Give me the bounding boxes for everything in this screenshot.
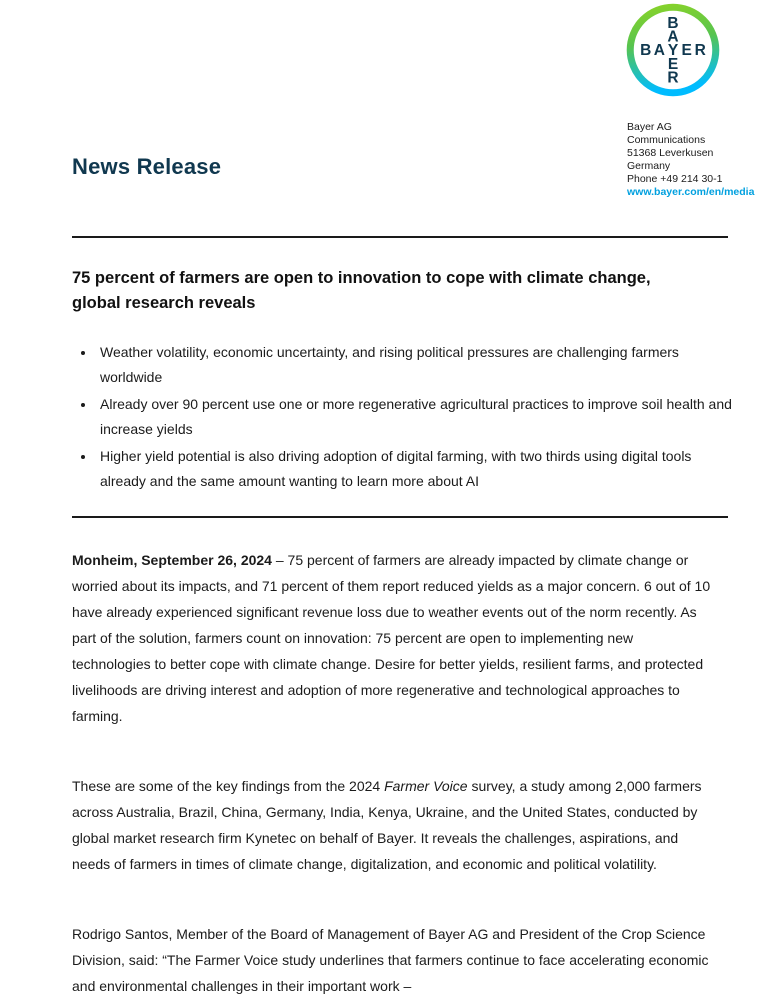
website-link[interactable]: www.bayer.com/en/media bbox=[627, 186, 755, 198]
paragraph-survey bbox=[72, 773, 714, 877]
contact-address-2: Germany bbox=[627, 160, 671, 172]
paragraph-2-text-before: These are some of the key findings from the 2024 bbox=[72, 778, 385, 794]
logo-letters bbox=[640, 15, 706, 87]
contact-address-1: 51368 Leverkusen bbox=[627, 147, 714, 159]
survey-name: Farmer Voice bbox=[384, 778, 468, 794]
paragraph-quote: Rodrigo Santos, Member of the Board of Management of Bayer AG and President of the Crop Science Division, said: “The Farmer Voice study underlines that farmers continue to face accelerating economic and environmental challenges in their important work – bbox=[72, 926, 709, 994]
divider-top bbox=[72, 236, 728, 238]
dateline: Monheim, September 26, 2024 bbox=[72, 552, 272, 568]
contact-block bbox=[627, 121, 754, 199]
contact-phone: Phone +49 214 30-1 bbox=[627, 173, 723, 185]
headline: 75 percent of farmers are open to innovation to cope with climate change, global research reveals bbox=[72, 269, 651, 312]
logo-letter-shared-y: Y bbox=[667, 42, 679, 60]
logo-letter: A bbox=[653, 42, 665, 60]
paragraph-1-text: – 75 percent of farmers are already impacted by climate change or worried about its impacts, and 71 percent of them report reduced yields as a major concern. 6 out of 10 have already experienced significant revenue loss due to weather events out of the norm recently. As part of the solution, farmers count on innovation: 75 percent are open to implementing new technologies to better cope with climate change. Desire for better yields, resilient farms, and protected livelihoods are driving interest and adoption of more regenerative and technological approaches to farming. bbox=[72, 552, 711, 724]
summary-bullet-list bbox=[76, 340, 732, 496]
bullet-item: • Already over 90 percent use one or more regenerative agricultural practices to improve soil health and increase yields bbox=[96, 392, 732, 442]
bayer-cross-icon bbox=[626, 3, 720, 97]
logo-letter: R bbox=[694, 42, 706, 60]
bullet-item: • Weather volatility, economic uncertainty, and rising political pressures are challenging farmers worldwide bbox=[96, 340, 732, 390]
divider-bottom bbox=[72, 516, 728, 518]
bayer-logo bbox=[626, 3, 720, 97]
logo-letter: B bbox=[667, 14, 679, 32]
logo-letter: E bbox=[681, 42, 692, 60]
page-title: News Release bbox=[72, 154, 222, 179]
logo-letter: A bbox=[667, 28, 679, 46]
bullet-item: • Higher yield potential is also driving adoption of digital farming, with two thirds using digital tools already and the same amount wanting to learn more about AI bbox=[96, 444, 732, 494]
paragraph-2-text-after: survey, a study among 2,000 farmers across Australia, Brazil, China, Germany, India, Kenya, Ukraine, and the United States, conducted by global market research firm Kynetec on behalf of Bayer. It reveals the challenges, aspirations, and needs of farmers in times of climate change, digitalization, and economic and political volatility. bbox=[72, 778, 702, 872]
contact-company: Bayer AG bbox=[627, 121, 672, 133]
paragraph-dateline bbox=[72, 547, 714, 729]
logo-letter: R bbox=[667, 69, 679, 87]
logo-letter: E bbox=[667, 55, 679, 73]
logo-letter: B bbox=[640, 42, 652, 60]
contact-department: Communications bbox=[627, 134, 706, 146]
